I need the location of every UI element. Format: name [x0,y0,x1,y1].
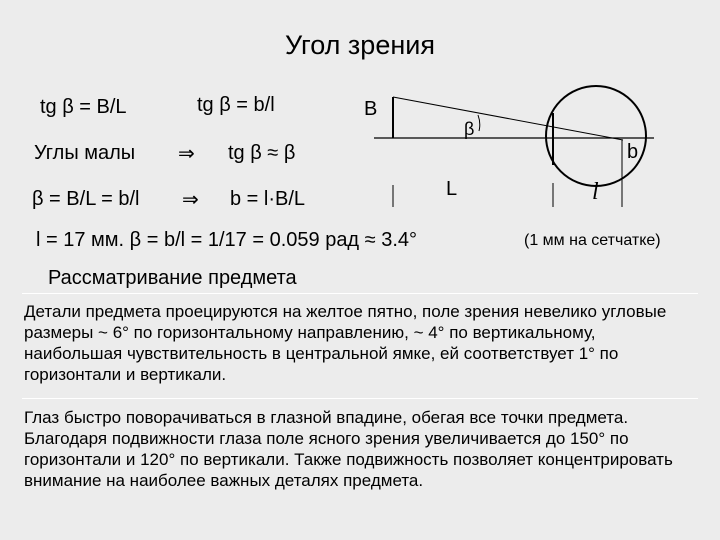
label-l: l [592,179,599,205]
eye-diagram [360,85,660,215]
paragraph-2: Глаз быстро поворачиваться в глазной впадине, обегая все точки предмета. Благодаря подвижности глаза поле ясного зрения увеличивается до 150° по горизонтали и 120° по вертикали. Также подвижность позволяет концентрировать внимание на наиболее важных деталях предмета. [24,408,673,490]
formula-tg-approx: tg β ≈ β [228,142,296,164]
formula-b-eq: b = l·B/L [230,188,306,210]
implies-symbol-1: ⇒ [178,143,195,165]
formula-numeric: l = 17 мм. β = b/l = 1/17 = 0.059 рад ≈ 3.4° [36,229,417,251]
small-angles-label: Углы малы [34,142,136,164]
implies-symbol-2: ⇒ [182,189,199,211]
divider-middle [22,398,698,399]
page-title: Угол зрения [285,30,435,60]
eye-circle [546,86,646,186]
label-beta: β [464,119,475,139]
paragraph-1: Детали предмета проецируются на желтое пятно, поле зрения невелико угловые размеры ~ 6° по горизонтальному направлению, ~ 4° по вертикальному, наибольшая чувствительность в центральной ямке, ей соответствует 1° по горизонтали и вертикали. [24,302,667,384]
label-b: b [627,141,639,163]
beta-arc [478,115,480,131]
label-B: B [364,98,378,120]
section-heading: Рассматривание предмета [48,267,297,289]
sight-ray-line [393,97,623,140]
formula-beta-eq: β = B/L = b/l [32,188,140,210]
label-L: L [446,178,458,200]
formula-numeric-note: (1 мм на сетчатке) [524,232,661,249]
formula-tg-b-over-l: tg β = b/l [197,94,275,116]
divider-top [22,293,698,294]
formula-tg-B-over-L: tg β = B/L [40,96,127,118]
